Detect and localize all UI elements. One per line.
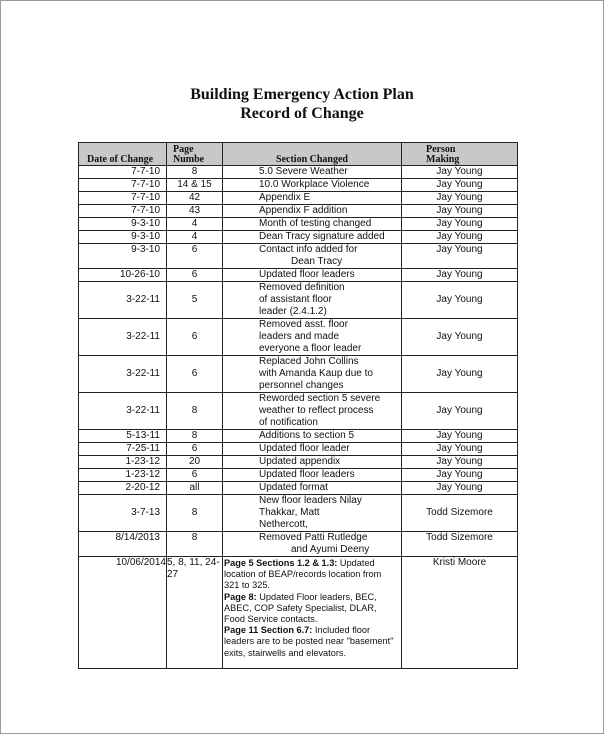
section-line: Updated floor leaders bbox=[259, 269, 355, 280]
cell-section bbox=[223, 495, 402, 532]
section-line: Updated floor leader bbox=[259, 443, 350, 454]
cell-date: 7-25-11 bbox=[79, 443, 167, 456]
cell-section bbox=[223, 443, 402, 456]
cell-section bbox=[223, 557, 402, 669]
cell-date: 5-13-11 bbox=[79, 430, 167, 443]
section-line: Thakkar, Matt bbox=[259, 507, 320, 518]
table-row bbox=[79, 393, 518, 430]
cell-page: 6 bbox=[167, 469, 223, 482]
section-line: leader (2.4.1.2) bbox=[259, 306, 327, 317]
cell-date: 7-7-10 bbox=[79, 179, 167, 192]
cell-page: 8 bbox=[167, 495, 223, 532]
cell-person: Todd Sizemore bbox=[402, 532, 518, 557]
table-row bbox=[79, 192, 518, 205]
cell-section bbox=[223, 192, 402, 205]
section-line: Dean Tracy bbox=[291, 256, 343, 267]
cell-section bbox=[223, 166, 402, 179]
section-line: everyone a floor leader bbox=[259, 343, 362, 354]
cell-date: 2-20-12 bbox=[79, 482, 167, 495]
cell-section bbox=[223, 469, 402, 482]
cell-page: 6 bbox=[167, 319, 223, 356]
cell-date: 9-3-10 bbox=[79, 231, 167, 244]
section-line: 5.0 Severe Weather bbox=[259, 166, 348, 177]
cell-section bbox=[223, 356, 402, 393]
table-row bbox=[79, 356, 518, 393]
section-line: Updated floor leaders bbox=[259, 469, 355, 480]
cell-page: 42 bbox=[167, 192, 223, 205]
cell-person: Jay Young bbox=[402, 205, 518, 218]
change-page8-label: Page 8: bbox=[224, 591, 257, 602]
page-line1: 5, 8, 11, 24- bbox=[167, 557, 220, 568]
change-page5-text: Updated location of BEAP/records location from 321 to 325. bbox=[224, 558, 382, 591]
cell-person: Jay Young bbox=[402, 469, 518, 482]
cell-date: 1-23-12 bbox=[79, 456, 167, 469]
table-row-last bbox=[79, 557, 518, 669]
change-page8 bbox=[224, 592, 399, 626]
header-section: Section Changed bbox=[223, 143, 402, 166]
cell-person: Jay Young bbox=[402, 356, 518, 393]
record-of-change-table bbox=[78, 142, 518, 669]
cell-person: Kristi Moore bbox=[402, 557, 518, 669]
header-page bbox=[167, 143, 223, 166]
section-line: Additions to section 5 bbox=[259, 430, 355, 441]
cell-page: 6 bbox=[167, 269, 223, 282]
cell-section bbox=[223, 430, 402, 443]
cell-date: 3-22-11 bbox=[79, 356, 167, 393]
cell-person: Jay Young bbox=[402, 179, 518, 192]
table-row bbox=[79, 456, 518, 469]
cell-person: Todd Sizemore bbox=[402, 495, 518, 532]
change-page11 bbox=[224, 625, 399, 659]
cell-person: Jay Young bbox=[402, 430, 518, 443]
cell-date: 3-22-11 bbox=[79, 282, 167, 319]
cell-page: 43 bbox=[167, 205, 223, 218]
cell-page bbox=[167, 557, 223, 669]
table-row bbox=[79, 269, 518, 282]
section-line: of assistant floor bbox=[259, 294, 332, 305]
table-row bbox=[79, 218, 518, 231]
table-row bbox=[79, 430, 518, 443]
cell-person: Jay Young bbox=[402, 218, 518, 231]
cell-section bbox=[223, 179, 402, 192]
section-line: Dean Tracy signature added bbox=[259, 231, 385, 242]
section-line: Updated appendix bbox=[259, 456, 341, 467]
cell-date: 8/14/2013 bbox=[79, 532, 167, 557]
cell-page: 5 bbox=[167, 282, 223, 319]
cell-section bbox=[223, 218, 402, 231]
table-body bbox=[79, 166, 518, 669]
header-person-line1: Person bbox=[426, 144, 456, 155]
cell-person: Jay Young bbox=[402, 319, 518, 356]
section-line: weather to reflect process bbox=[259, 405, 374, 416]
cell-date: 3-7-13 bbox=[79, 495, 167, 532]
table-row bbox=[79, 244, 518, 269]
cell-date: 7-7-10 bbox=[79, 205, 167, 218]
section-line: Removed Patti Rutledge bbox=[259, 532, 368, 543]
table-row bbox=[79, 495, 518, 532]
cell-date: 1-23-12 bbox=[79, 469, 167, 482]
table-row bbox=[79, 469, 518, 482]
section-line: Updated format bbox=[259, 482, 328, 493]
table-row bbox=[79, 319, 518, 356]
change-page5-label: Page 5 Sections 1.2 & 1.3: bbox=[224, 558, 338, 568]
section-line: of notification bbox=[259, 417, 318, 428]
cell-page: 8 bbox=[167, 393, 223, 430]
table-row bbox=[79, 166, 518, 179]
cell-section bbox=[223, 319, 402, 356]
cell-page: 20 bbox=[167, 456, 223, 469]
table-header-row bbox=[79, 143, 518, 166]
cell-section bbox=[223, 269, 402, 282]
cell-person: Jay Young bbox=[402, 393, 518, 430]
cell-date: 3-22-11 bbox=[79, 393, 167, 430]
cell-page: 4 bbox=[167, 218, 223, 231]
cell-person: Jay Young bbox=[402, 482, 518, 495]
cell-date: 9-3-10 bbox=[79, 218, 167, 231]
cell-person: Jay Young bbox=[402, 244, 518, 269]
section-line: personnel changes bbox=[259, 380, 344, 391]
header-person bbox=[402, 143, 518, 166]
table-row bbox=[79, 282, 518, 319]
document-title: Building Emergency Action Plan bbox=[190, 86, 414, 103]
cell-person: Jay Young bbox=[402, 231, 518, 244]
cell-section bbox=[223, 205, 402, 218]
document-subtitle: Record of Change bbox=[240, 105, 364, 122]
change-page11-text: Included floor leaders are to be posted near "basement" exits, stairwells and elevators. bbox=[224, 625, 394, 658]
section-line: leaders and made bbox=[259, 331, 340, 342]
section-line: and Ayumi Deeny bbox=[291, 544, 370, 555]
cell-person: Jay Young bbox=[402, 166, 518, 179]
section-line: Appendix F addition bbox=[259, 205, 348, 216]
cell-section bbox=[223, 482, 402, 495]
table-row bbox=[79, 482, 518, 495]
cell-page: 4 bbox=[167, 231, 223, 244]
cell-section bbox=[223, 282, 402, 319]
cell-page: 8 bbox=[167, 430, 223, 443]
section-line: Month of testing changed bbox=[259, 218, 372, 229]
section-line: Replaced John Collins bbox=[259, 356, 359, 367]
cell-page: 6 bbox=[167, 244, 223, 269]
page-line2: 27 bbox=[167, 569, 179, 580]
cell-date: 7-7-10 bbox=[79, 192, 167, 205]
cell-page: 8 bbox=[167, 532, 223, 557]
table-row bbox=[79, 205, 518, 218]
section-line: 10.0 Workplace Violence bbox=[259, 179, 370, 190]
cell-person: Jay Young bbox=[402, 456, 518, 469]
header-page-line1: Page bbox=[173, 144, 194, 155]
cell-section bbox=[223, 231, 402, 244]
table-row bbox=[79, 179, 518, 192]
cell-person: Jay Young bbox=[402, 282, 518, 319]
change-page5 bbox=[224, 558, 399, 592]
cell-date: 10-26-10 bbox=[79, 269, 167, 282]
cell-page: 8 bbox=[167, 166, 223, 179]
section-line: Appendix E bbox=[259, 192, 311, 203]
table-row bbox=[79, 443, 518, 456]
cell-date: 9-3-10 bbox=[79, 244, 167, 269]
section-line: Contact info added for bbox=[259, 244, 358, 255]
cell-section bbox=[223, 532, 402, 557]
cell-date: 3-22-11 bbox=[79, 319, 167, 356]
cell-date: 7-7-10 bbox=[79, 166, 167, 179]
header-page-line2: Numbe bbox=[173, 154, 205, 165]
table-row bbox=[79, 231, 518, 244]
cell-page: all bbox=[167, 482, 223, 495]
change-page11-label: Page 11 Section 6.7: bbox=[224, 625, 313, 636]
cell-page: 6 bbox=[167, 356, 223, 393]
cell-person: Jay Young bbox=[402, 443, 518, 456]
cell-page: 14 & 15 bbox=[167, 179, 223, 192]
cell-section bbox=[223, 393, 402, 430]
table-row bbox=[79, 532, 518, 557]
section-line: Removed definition bbox=[259, 282, 345, 293]
section-line: Removed asst. floor bbox=[259, 319, 348, 330]
change-page8-text: Updated Floor leaders, BEC, ABEC, COP Safety Specialist, DLAR, Food Service contacts. bbox=[224, 591, 377, 625]
section-line: New floor leaders Nilay bbox=[259, 495, 362, 506]
header-date: Date of Change bbox=[79, 143, 167, 166]
section-line: Nethercott, bbox=[259, 519, 308, 530]
header-person-line2: Making bbox=[426, 154, 460, 165]
cell-section bbox=[223, 244, 402, 269]
cell-person: Jay Young bbox=[402, 269, 518, 282]
cell-date: 10/06/2014 bbox=[79, 557, 167, 669]
cell-section bbox=[223, 456, 402, 469]
cell-person: Jay Young bbox=[402, 192, 518, 205]
section-line: Reworded section 5 severe bbox=[259, 393, 381, 404]
cell-page: 6 bbox=[167, 443, 223, 456]
section-line: with Amanda Kaup due to bbox=[259, 368, 373, 379]
